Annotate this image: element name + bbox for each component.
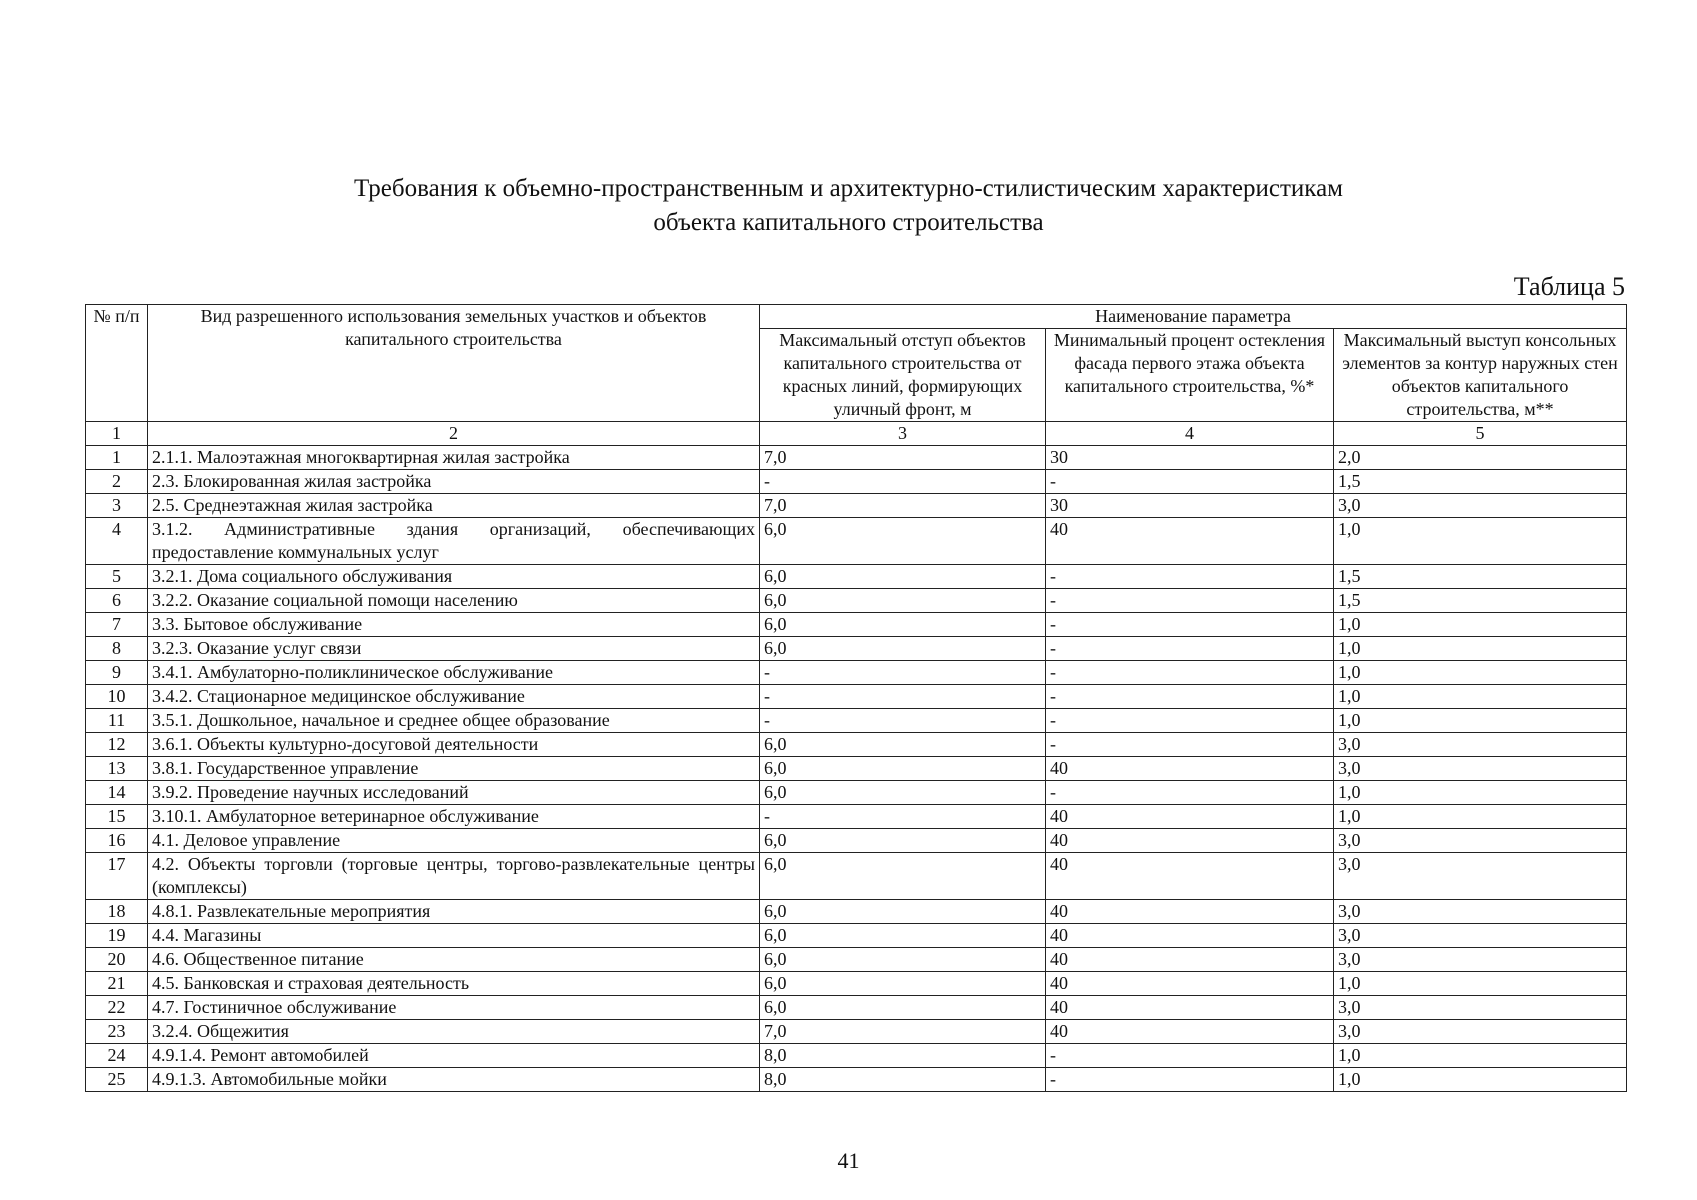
row-number: 9 [86,661,148,685]
row-land-use-type: 3.5.1. Дошкольное, начальное и среднее общее образование [148,709,760,733]
row-land-use-type: 4.9.1.4. Ремонт автомобилей [148,1044,760,1068]
row-max-setback: - [760,661,1046,685]
row-max-setback: 6,0 [760,924,1046,948]
row-max-setback: 7,0 [760,1020,1046,1044]
row-number: 12 [86,733,148,757]
row-number: 1 [86,446,148,470]
row-number: 16 [86,829,148,853]
row-land-use-type: 3.2.4. Общежития [148,1020,760,1044]
row-max-console: 1,0 [1334,685,1627,709]
row-number: 22 [86,996,148,1020]
row-min-glazing: 30 [1046,494,1334,518]
table-row [86,829,1627,853]
table-label: Таблица 5 [1513,272,1625,301]
row-number: 24 [86,1044,148,1068]
title-line-2: объекта капитального строительства [653,209,1044,236]
row-min-glazing: - [1046,685,1334,709]
requirements-table [85,304,1627,1092]
row-max-console: 1,0 [1334,1044,1627,1068]
row-land-use-type: 3.4.2. Стационарное медицинское обслуживание [148,685,760,709]
row-min-glazing: 40 [1046,900,1334,924]
row-land-use-type: 3.10.1. Амбулаторное ветеринарное обслуживание [148,805,760,829]
row-min-glazing: - [1046,1044,1334,1068]
row-max-setback: 6,0 [760,733,1046,757]
table-row [86,661,1627,685]
row-land-use-type: 3.1.2. Административные здания организаций, обеспечивающих предоставление коммунальных услуг [148,518,760,565]
row-max-console: 1,0 [1334,637,1627,661]
row-land-use-type: 3.9.2. Проведение научных исследований [148,781,760,805]
row-land-use-type: 4.1. Деловое управление [148,829,760,853]
row-min-glazing: - [1046,733,1334,757]
row-number: 6 [86,589,148,613]
row-number: 4 [86,518,148,565]
row-number: 3 [86,494,148,518]
header-row-1 [86,305,1627,329]
row-max-setback: 6,0 [760,757,1046,781]
table-row [86,565,1627,589]
row-number: 10 [86,685,148,709]
row-min-glazing: - [1046,1068,1334,1092]
row-max-setback: 7,0 [760,446,1046,470]
header-num: № п/п [86,305,148,422]
row-max-setback: 6,0 [760,972,1046,996]
title-line-1: Требования к объемно-пространственным и архитектурно-стилистическим характеристикам [353,175,1343,202]
row-number: 13 [86,757,148,781]
table-row [86,900,1627,924]
row-min-glazing: 40 [1046,853,1334,900]
row-max-console: 1,0 [1334,709,1627,733]
row-number: 2 [86,470,148,494]
row-max-console: 1,0 [1334,805,1627,829]
row-number: 11 [86,709,148,733]
row-number: 8 [86,637,148,661]
row-max-setback: 6,0 [760,565,1046,589]
column-number: 3 [760,422,1046,446]
row-max-console: 3,0 [1334,924,1627,948]
table-row [86,805,1627,829]
table-row [86,996,1627,1020]
row-min-glazing: - [1046,781,1334,805]
table-row [86,446,1627,470]
row-number: 25 [86,1068,148,1092]
row-land-use-type: 3.4.1. Амбулаторно-поликлиническое обслуживание [148,661,760,685]
row-min-glazing: 40 [1046,518,1334,565]
row-max-setback: 6,0 [760,613,1046,637]
table-row [86,637,1627,661]
row-max-console: 3,0 [1334,757,1627,781]
header-param-2: Минимальный процент остекления фасада первого этажа объекта капитального строительства, %* [1046,329,1334,422]
table-row [86,589,1627,613]
row-max-setback: 6,0 [760,829,1046,853]
row-number: 18 [86,900,148,924]
table-row [86,733,1627,757]
row-land-use-type: 4.9.1.3. Автомобильные мойки [148,1068,760,1092]
row-land-use-type: 3.2.3. Оказание услуг связи [148,637,760,661]
row-number: 19 [86,924,148,948]
row-max-console: 3,0 [1334,996,1627,1020]
row-min-glazing: 40 [1046,757,1334,781]
row-land-use-type: 3.3. Бытовое обслуживание [148,613,760,637]
row-max-setback: 6,0 [760,589,1046,613]
row-max-setback: 6,0 [760,948,1046,972]
row-min-glazing: 40 [1046,996,1334,1020]
row-max-setback: - [760,685,1046,709]
row-number: 23 [86,1020,148,1044]
table-row [86,470,1627,494]
column-number-row [86,422,1627,446]
column-number: 1 [86,422,148,446]
row-land-use-type: 4.4. Магазины [148,924,760,948]
row-min-glazing: 40 [1046,1020,1334,1044]
row-land-use-type: 2.1.1. Малоэтажная многоквартирная жилая застройка [148,446,760,470]
row-max-setback: 8,0 [760,1044,1046,1068]
row-min-glazing: - [1046,709,1334,733]
column-number: 2 [148,422,760,446]
table-row [86,1020,1627,1044]
table-body [86,446,1627,1092]
row-land-use-type: 3.6.1. Объекты культурно-досуговой деятельности [148,733,760,757]
row-max-console: 1,5 [1334,589,1627,613]
table-row [86,948,1627,972]
row-max-console: 3,0 [1334,853,1627,900]
header-type: Вид разрешенного использования земельных участков и объектов капитального строительства [148,305,760,422]
row-min-glazing: - [1046,565,1334,589]
row-max-setback: - [760,805,1046,829]
row-min-glazing: 40 [1046,805,1334,829]
row-number: 15 [86,805,148,829]
page-number: 41 [837,1148,860,1173]
row-max-console: 3,0 [1334,829,1627,853]
row-max-setback: 6,0 [760,900,1046,924]
table-row [86,1044,1627,1068]
row-land-use-type: 4.5. Банковская и страховая деятельность [148,972,760,996]
row-min-glazing: - [1046,661,1334,685]
row-land-use-type: 3.2.2. Оказание социальной помощи населению [148,589,760,613]
row-max-console: 3,0 [1334,900,1627,924]
row-max-console: 1,0 [1334,1068,1627,1092]
row-max-console: 3,0 [1334,733,1627,757]
row-land-use-type: 3.2.1. Дома социального обслуживания [148,565,760,589]
table-row [86,781,1627,805]
row-max-setback: - [760,470,1046,494]
table-row [86,757,1627,781]
row-number: 17 [86,853,148,900]
table-row [86,685,1627,709]
header-param-3: Максимальный выступ консольных элементов за контур наружных стен объектов капитального строительства, м** [1334,329,1627,422]
row-min-glazing: 40 [1046,924,1334,948]
row-land-use-type: 2.5. Среднеэтажная жилая застройка [148,494,760,518]
column-number: 5 [1334,422,1627,446]
row-max-setback: 6,0 [760,853,1046,900]
row-max-console: 3,0 [1334,494,1627,518]
table-row [86,518,1627,565]
row-max-console: 1,0 [1334,972,1627,996]
table-row [86,613,1627,637]
row-min-glazing: 40 [1046,829,1334,853]
row-min-glazing: - [1046,470,1334,494]
row-min-glazing: 40 [1046,972,1334,996]
row-land-use-type: 2.3. Блокированная жилая застройка [148,470,760,494]
row-land-use-type: 4.7. Гостиничное обслуживание [148,996,760,1020]
row-min-glazing: - [1046,637,1334,661]
row-max-console: 3,0 [1334,948,1627,972]
row-max-setback: 7,0 [760,494,1046,518]
table-row [86,972,1627,996]
row-number: 14 [86,781,148,805]
row-min-glazing: 40 [1046,948,1334,972]
table-row [86,853,1627,900]
row-min-glazing: - [1046,613,1334,637]
document-title [0,172,1697,240]
row-min-glazing: - [1046,589,1334,613]
table-row [86,1068,1627,1092]
row-max-console: 3,0 [1334,1020,1627,1044]
row-max-console: 1,0 [1334,661,1627,685]
row-min-glazing: 30 [1046,446,1334,470]
row-max-setback: - [760,709,1046,733]
row-max-console: 1,5 [1334,565,1627,589]
row-land-use-type: 3.8.1. Государственное управление [148,757,760,781]
row-max-console: 2,0 [1334,446,1627,470]
row-land-use-type: 4.2. Объекты торговли (торговые центры, торгово-развлекательные центры (комплексы) [148,853,760,900]
row-number: 21 [86,972,148,996]
row-land-use-type: 4.8.1. Развлекательные мероприятия [148,900,760,924]
row-max-setback: 6,0 [760,781,1046,805]
column-number: 4 [1046,422,1334,446]
row-max-setback: 6,0 [760,637,1046,661]
row-max-setback: 6,0 [760,996,1046,1020]
row-max-console: 1,0 [1334,781,1627,805]
row-max-console: 1,0 [1334,518,1627,565]
header-param-1: Максимальный отступ объектов капитального строительства от красных линий, формирующих уличный фронт, м [760,329,1046,422]
row-max-console: 1,0 [1334,613,1627,637]
row-max-setback: 6,0 [760,518,1046,565]
row-max-setback: 8,0 [760,1068,1046,1092]
row-number: 7 [86,613,148,637]
header-group: Наименование параметра [760,305,1627,329]
table-row [86,494,1627,518]
table-row [86,924,1627,948]
row-number: 20 [86,948,148,972]
row-number: 5 [86,565,148,589]
table-row [86,709,1627,733]
row-land-use-type: 4.6. Общественное питание [148,948,760,972]
row-max-console: 1,5 [1334,470,1627,494]
